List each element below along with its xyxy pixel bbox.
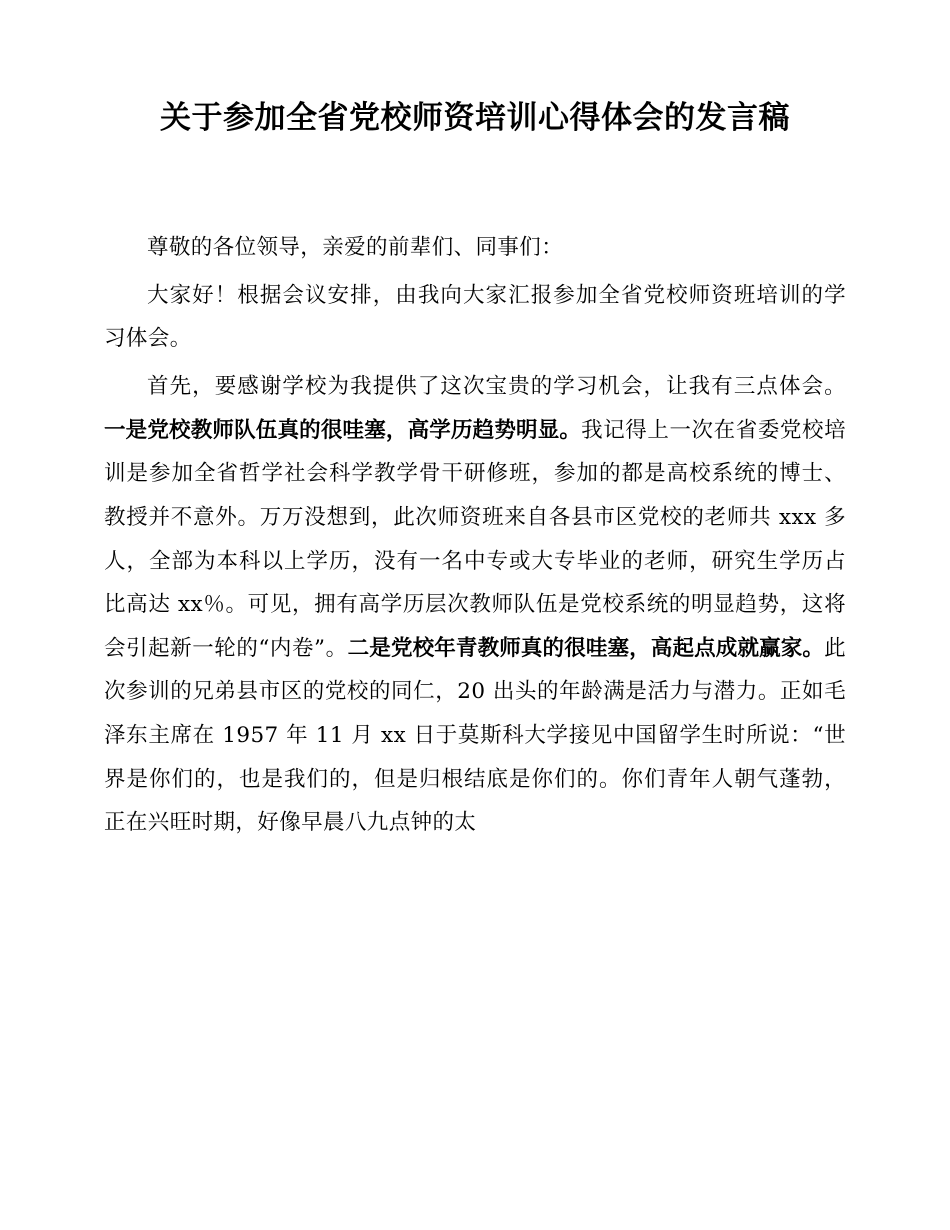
paragraph-main-body	[104, 365, 846, 845]
text-run-0: 大家好！根据会议安排，由我向大家汇报参加全省党校师资班培训的学习体会。	[104, 282, 846, 352]
text-run-1: 一是党校教师队伍真的很哇塞，高学历趋势明显。	[104, 417, 582, 443]
paragraph-opening	[104, 274, 846, 361]
document-body	[104, 226, 846, 845]
text-run-0: 首先，要感谢学校为我提供了这次宝贵的学习机会，让我有三点体会。	[147, 373, 846, 399]
page-title: 关于参加全省党校师资培训心得体会的发言稿	[160, 100, 790, 136]
text-run-3: 二是党校年青教师真的很哇塞，高起点成就赢家。	[347, 635, 825, 661]
paragraph-salutation	[104, 226, 846, 270]
text-run-2: 我记得上一次在省委党校培训是参加全省哲学社会科学教学骨干研修班，参加的都是高校系统的博士、教授并不意外。万万没想到，此次师资班来自各县市区党校的老师共 xxx 多人，全部为本科以上学历，没有一名中专或大专毕业的老师，研究生学历占比高达 xx％。可见，拥有高学历层次教师队伍是党校系统的明显趋势，这将会引起新一轮的“内卷”。	[104, 417, 846, 661]
text-run-0: 尊敬的各位领导，亲爱的前辈们、同事们：	[147, 235, 564, 261]
text-run-4: 此次参训的兄弟县市区的党校的同仁，20 出头的年龄满是活力与潜力。正如毛泽东主席在 1957 年 11 月 xx 日于莫斯科大学接见中国留学生时所说：“世界是你们的，也是我们的，但是归根结底是你们的。你们青年人朝气蓬勃，正在兴旺时期，好像早晨八九点钟的太	[104, 635, 846, 836]
